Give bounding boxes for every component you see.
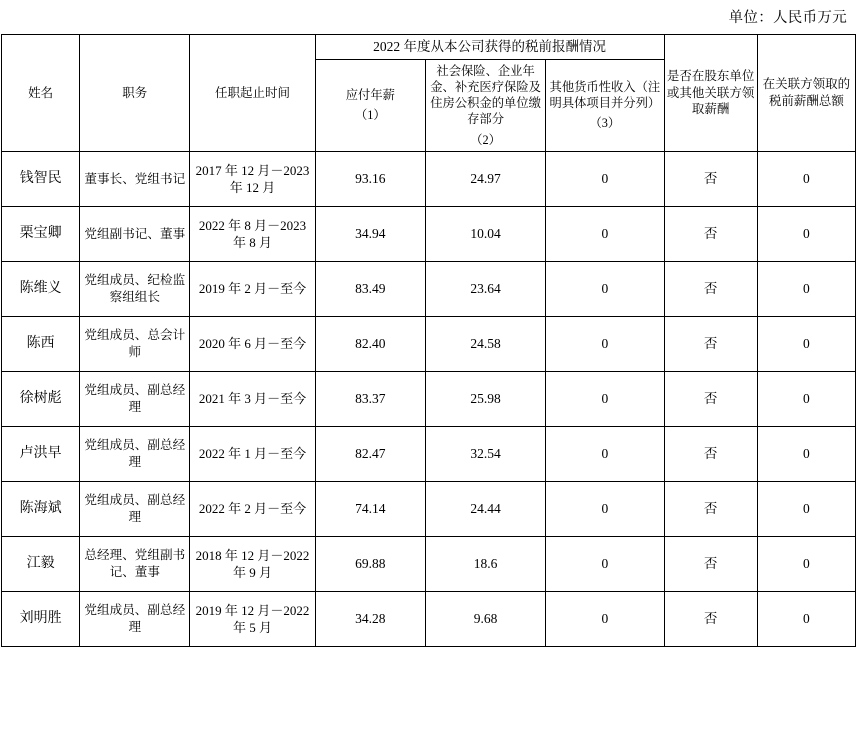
cell-term: 2022 年 2 月－至今 [190,481,315,536]
cell-from-shareholder: 否 [664,316,757,371]
cell-related-total: 0 [757,316,855,371]
cell-from-shareholder: 否 [664,591,757,646]
header-social-number: （2） [470,132,501,147]
cell-related-total: 0 [757,151,855,206]
cell-social: 9.68 [425,591,545,646]
header-social-label: 社会保险、企业年金、补充医疗保险及住房公积金的单位缴存部分 [430,63,541,127]
cell-name: 卢洪早 [2,426,80,481]
cell-name: 陈西 [2,316,80,371]
header-annual-pay [315,59,425,151]
table-row [2,371,856,426]
table-row [2,426,856,481]
cell-name: 徐树彪 [2,371,80,426]
cell-name: 栗宝卿 [2,206,80,261]
cell-term: 2018 年 12 月－2022 年 9 月 [190,536,315,591]
cell-annual-pay: 93.16 [315,151,425,206]
cell-post: 党组成员、总会计师 [80,316,190,371]
table-row [2,316,856,371]
cell-from-shareholder: 否 [664,261,757,316]
cell-other-cash: 0 [546,481,664,536]
cell-term: 2022 年 8 月－2023 年 8 月 [190,206,315,261]
cell-related-total: 0 [757,481,855,536]
table-row [2,481,856,536]
cell-from-shareholder: 否 [664,206,757,261]
cell-related-total: 0 [757,536,855,591]
unit-note-text: 单位：人民币万元 [728,10,847,26]
cell-social: 25.98 [425,371,545,426]
cell-post: 党组成员、副总经理 [80,426,190,481]
cell-from-shareholder: 否 [664,426,757,481]
cell-annual-pay: 83.49 [315,261,425,316]
cell-other-cash: 0 [546,261,664,316]
cell-name: 陈维义 [2,261,80,316]
cell-name: 刘明胜 [2,591,80,646]
table-row [2,536,856,591]
cell-annual-pay: 83.37 [315,371,425,426]
cell-from-shareholder: 否 [664,371,757,426]
cell-related-total: 0 [757,371,855,426]
cell-name: 江毅 [2,536,80,591]
cell-annual-pay: 34.94 [315,206,425,261]
cell-annual-pay: 69.88 [315,536,425,591]
cell-post: 董事长、党组书记 [80,151,190,206]
cell-post: 总经理、党组副书记、董事 [80,536,190,591]
header-term: 任职起止时间 [190,35,315,152]
cell-term: 2019 年 12 月－2022 年 5 月 [190,591,315,646]
header-other-cash [546,59,664,151]
table-row [2,591,856,646]
cell-annual-pay: 74.14 [315,481,425,536]
cell-annual-pay: 34.28 [315,591,425,646]
cell-social: 18.6 [425,536,545,591]
cell-other-cash: 0 [546,151,664,206]
cell-social: 24.44 [425,481,545,536]
cell-annual-pay: 82.40 [315,316,425,371]
header-annual-pay-label: 应付年薪 [345,88,395,103]
cell-post: 党组成员、副总经理 [80,481,190,536]
cell-name: 陈海斌 [2,481,80,536]
cell-other-cash: 0 [546,536,664,591]
cell-post: 党组成员、纪检监察组组长 [80,261,190,316]
cell-term: 2020 年 6 月－至今 [190,316,315,371]
cell-annual-pay: 82.47 [315,426,425,481]
cell-from-shareholder: 否 [664,151,757,206]
header-row-top [2,35,856,60]
cell-post: 党组成员、副总经理 [80,371,190,426]
cell-other-cash: 0 [546,371,664,426]
header-related-total: 在关联方领取的税前薪酬总额 [757,35,855,152]
unit-note [0,0,857,34]
cell-related-total: 0 [757,206,855,261]
cell-term: 2019 年 2 月－至今 [190,261,315,316]
header-name: 姓名 [2,35,80,152]
header-social [425,59,545,151]
cell-related-total: 0 [757,261,855,316]
cell-social: 24.97 [425,151,545,206]
cell-term: 2017 年 12 月－2023 年 12 月 [190,151,315,206]
cell-social: 10.04 [425,206,545,261]
cell-other-cash: 0 [546,316,664,371]
cell-from-shareholder: 否 [664,481,757,536]
header-post: 职务 [80,35,190,152]
cell-other-cash: 0 [546,591,664,646]
table-body [2,151,856,646]
table-row [2,261,856,316]
cell-post: 党组副书记、董事 [80,206,190,261]
header-other-cash-label: 其他货币性收入（注明具体项目并分列） [549,80,661,111]
table-header [2,35,856,152]
cell-related-total: 0 [757,426,855,481]
cell-other-cash: 0 [546,426,664,481]
header-from-shareholder: 是否在股东单位或其他关联方领取薪酬 [664,35,757,152]
compensation-table [1,34,856,647]
cell-term: 2021 年 3 月－至今 [190,371,315,426]
cell-social: 23.64 [425,261,545,316]
header-annual-pay-number: （1） [354,108,386,123]
header-other-cash-number: （3） [589,116,621,131]
cell-social: 24.58 [425,316,545,371]
table-row [2,151,856,206]
cell-social: 32.54 [425,426,545,481]
cell-other-cash: 0 [546,206,664,261]
table-row [2,206,856,261]
cell-related-total: 0 [757,591,855,646]
cell-post: 党组成员、副总经理 [80,591,190,646]
header-group-2022: 2022 年度从本公司获得的税前报酬情况 [315,35,664,60]
cell-name: 钱智民 [2,151,80,206]
cell-term: 2022 年 1 月－至今 [190,426,315,481]
cell-from-shareholder: 否 [664,536,757,591]
